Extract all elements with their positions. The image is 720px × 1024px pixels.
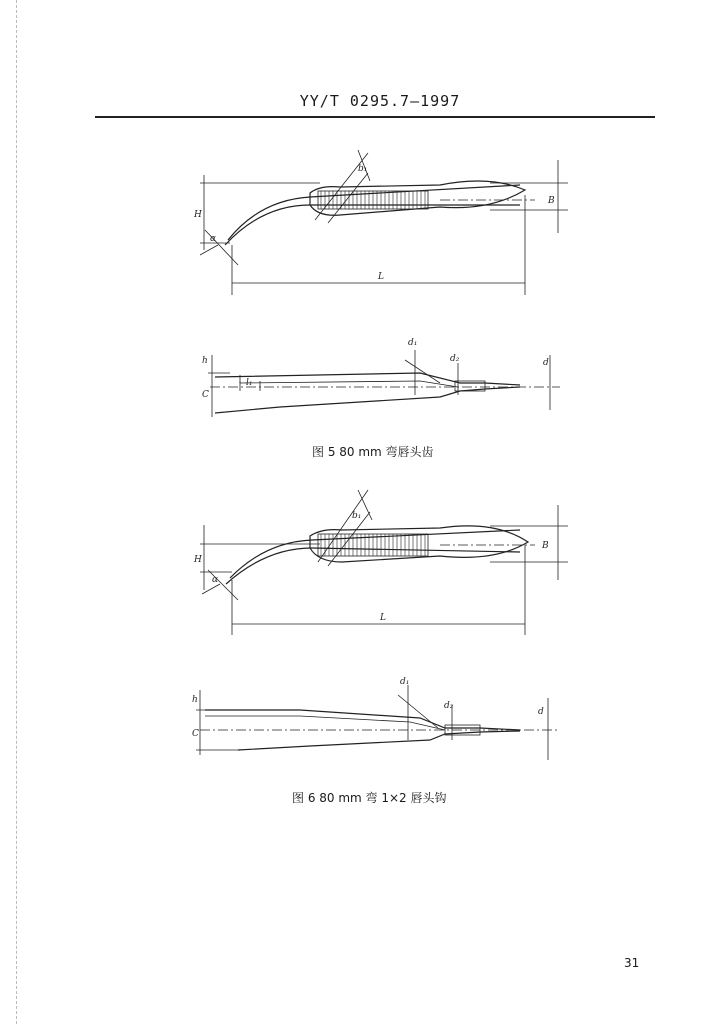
label-h: h: [192, 695, 198, 705]
label-l1: l₁: [246, 378, 253, 388]
figure6-caption: 图 6 80 mm 弯 1×2 唇头钩: [292, 791, 447, 805]
label-B: B: [542, 541, 549, 551]
label-d1: d₁: [400, 677, 410, 687]
page-number: 31: [624, 956, 640, 970]
label-d: d: [543, 358, 549, 368]
standard-code-header: YY/T 0295.7—1997: [299, 92, 461, 110]
label-d1: d₁: [408, 338, 418, 348]
grip-texture: [318, 191, 428, 209]
figure6-top-view: [190, 670, 570, 765]
label-B: B: [548, 196, 555, 206]
label-C: C: [202, 390, 209, 400]
label-d2: d₂: [444, 701, 454, 711]
figure5-top-view: [200, 335, 570, 425]
label-b1: b₁: [352, 511, 362, 521]
label-C: C: [192, 729, 199, 739]
label-L: L: [378, 272, 384, 282]
header-rule: [95, 116, 655, 118]
label-d2: d₂: [450, 354, 460, 364]
label-h: h: [202, 356, 208, 366]
label-L: L: [380, 613, 386, 623]
figure6-side-view: [190, 490, 580, 640]
label-H: H: [194, 555, 202, 565]
label-d: d: [538, 707, 544, 717]
figure5-caption: 图 5 80 mm 弯唇头齿: [312, 445, 434, 459]
label-H: H: [194, 210, 202, 220]
figure5-side-view: [190, 145, 580, 300]
grip-texture: [318, 534, 428, 556]
binding-margin-line: [16, 0, 17, 1024]
label-alpha: α: [212, 575, 219, 585]
label-alpha: α: [210, 234, 217, 244]
label-b1: b₁: [358, 164, 368, 174]
